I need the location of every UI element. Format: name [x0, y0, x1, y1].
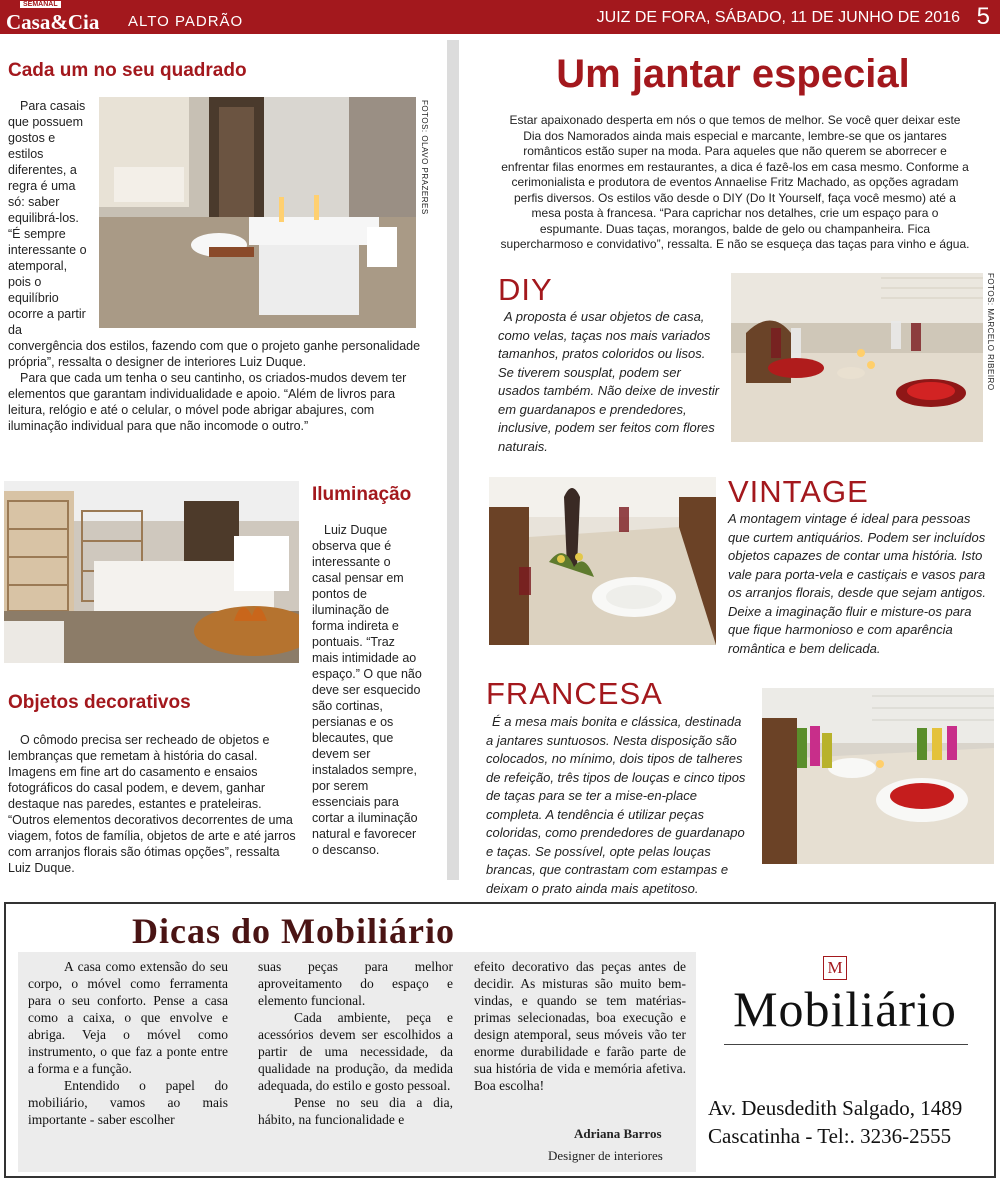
- photo-credit: FOTOS: MARCELO RIBEIRO: [986, 273, 995, 391]
- mobiliario-logo: Mobiliário: [733, 981, 957, 1037]
- francesa-body: [486, 713, 752, 898]
- paragraph: Pense no seu dia a dia, hábito, na funcionalidade e: [258, 1095, 453, 1127]
- paragraph: efeito decorativo das peças antes de decidir. As misturas são muito bem-vindas, e quando se tem matérias-primas selecionadas, boa execução e design atemporal, seus móveis vão ter enorme durabilidade e farão parte de sua história de vida e memória afetiva. Boa escolha!: [474, 959, 686, 1093]
- paragraph: Cada ambiente, peça e acessórios devem ser escolhidos a partir de uma necessidade, da qualidade na produção, da medida adequada, do estilo e gosto pessoal.: [258, 1010, 453, 1093]
- article-title: Objetos decorativos: [8, 692, 191, 713]
- ad-text-box: [18, 952, 696, 1172]
- dateline: JUIZ DE FORA, SÁBADO, 11 DE JUNHO DE 2016: [596, 9, 960, 26]
- brand-logo: Casa&Cia: [6, 10, 100, 34]
- paragraph: A proposta é usar objetos de casa, como velas, taças nos mais variados tamanhos, pratos coloridos ou lisos. Se tiverem sousplat, podem ser usados também. Não deixe de investir em guardanapos e prendedores, inclusive, podem ser feitos com flores naturais.: [498, 309, 720, 454]
- paragraph: suas peças para melhor aproveitamento do espaço e elemento funcional.: [258, 959, 453, 1008]
- page-header: [0, 0, 1000, 34]
- paragraph: É a mesa mais bonita e clássica, destinada a jantares suntuosos. Nesta disposição são colocados, no mínimo, dois tipos de talheres de refeição, três tipos de louças e cinco tipos de taças para se ter a mise-en-place completa. A tendência é utilizar peças coloridas, como prendedores de guardanapo e taças. Se possível, opte pelas louças brancas, que contrastam com estampas e deixam o prato ainda mais apetitoso.: [486, 714, 746, 896]
- bedroom-bathroom-photo: [99, 97, 416, 328]
- section-label: ALTO PADRÃO: [128, 13, 244, 30]
- page-title: Um jantar especial: [556, 52, 910, 96]
- ad-column-3: [474, 958, 686, 1094]
- article-body: [8, 98, 90, 338]
- logo-rule: [724, 1044, 968, 1045]
- paragraph: A casa como extensão do seu corpo, o móvel como ferramenta para o seu conforto. Pense a casa como a caixa, o que envolve e abriga. Veja o móvel como instrumento, o que faz a ponte entre a forma e a função.: [28, 959, 228, 1076]
- francesa-table-photo: [762, 688, 994, 864]
- paragraph: convergência dos estilos, fazendo com que o projeto ganhe personalidade própria”, ressalta o designer de interiores Luiz Duque.: [8, 339, 421, 369]
- column-divider: [447, 40, 459, 880]
- francesa-title: FRANCESA: [486, 676, 663, 711]
- ad-column-1: [28, 958, 228, 1128]
- article-title: Cada um no seu quadrado: [8, 60, 247, 81]
- store-address: Av. Deusdedith Salgado, 1489: [708, 1096, 963, 1120]
- page-number: 5: [976, 3, 990, 30]
- vintage-body: [728, 510, 990, 658]
- diy-title: DIY: [498, 272, 553, 307]
- article-body-wide: [8, 338, 428, 434]
- article-title: Iluminação: [312, 484, 412, 505]
- logo-mark: M: [823, 956, 847, 980]
- paragraph: A montagem vintage é ideal para pessoas que curtem antiquários. Podem ser incluídos objetos capazes de contar uma história. Isto vale para porta-vela e castiçais e vasos para os arranjos florais, desde que sejam antigos. Deixe a imaginação fluir e misture-os para que fique harmonioso e com aparência romântica e bem delicada.: [728, 511, 986, 656]
- ad-title: Dicas do Mobiliário: [132, 911, 455, 951]
- diy-body: [498, 308, 723, 456]
- bedroom-photo: [4, 481, 299, 663]
- edition-label: SEMANAL: [20, 1, 61, 8]
- vintage-table-photo: [489, 477, 716, 645]
- paragraph: Luiz Duque observa que é interessante o casal pensar em pontos de iluminação de forma indireta e pontuais. “Traz mais intimidade ao espaço.” O que não deve ser esquecido são cortinas, persianas e os blecautes, que devem ser instalados sempre, por serem essenciais para cortar a iluminação natural e favorecer o descanso.: [312, 523, 422, 857]
- ad-column-2: [258, 958, 453, 1128]
- vintage-title: VINTAGE: [728, 474, 869, 509]
- paragraph: O cômodo precisa ser recheado de objetos e lembranças que remetam à história do casal. Imagens em fine art do casamento e ensaios fotográficos do casal podem, e devem, ganhar destaque nas paredes, estantes e prateleiras. “Outros elementos decorativos decorrentes de uma viagem, fotos de família, objetos de arte e até jarros com arranjos florais são ótimas opções”, ressalta Luiz Duque.: [8, 733, 296, 875]
- diy-table-photo: [731, 273, 983, 442]
- article-body: [8, 732, 302, 876]
- author-role: Designer de interiores: [548, 1148, 663, 1163]
- article-body: [312, 522, 422, 858]
- photo-credit: FOTOS: OLAVO PRAZERES: [420, 100, 429, 215]
- intro-text: Estar apaixonado desperta em nós o que temos de melhor. Se você quer deixar este Dia dos Namorados ainda mais especial e marcante, lembre-se que os jantares românticos estão super na moda. Para aqueles que não querem se aborrecer e enfrentar filas enormes em restaurantes, a dica é fazê-los em casa mesmo. Conforme a cerimonialista e produtora de eventos Annaelise Fritz Machado, as opções agradam perfis diversos. Os estilos vão desde o DIY (Do It Yourself, faça você mesmo) até a mesa posta à francesa. “Para caprichar nos detalhes, crie um espaço para o espumante. Duas taças, morangos, balde de gelo ou champanheira. Fica supercharmoso e convidativo”, ressalta. E não se esqueça das taças para vinho e água.: [500, 113, 970, 251]
- paragraph: Para casais que possuem gostos e estilos diferentes, a regra é uma só: saber equilibrá-los. “É sempre interessante o atemporal, pois o equilíbrio ocorre a partir da: [8, 99, 87, 337]
- paragraph: Entendido o papel do mobiliário, vamos ao mais importante - saber escolher: [28, 1078, 228, 1127]
- paragraph: Para que cada um tenha o seu cantinho, os criados-mudos devem ter elementos que garantam individualidade e apoio. “Além de livros para leitura, relógio e até o celular, o móvel pode abrigar abajures, com iluminação individual para que não incomode o outro.”: [8, 371, 407, 433]
- store-phone: Cascatinha - Tel:. 3236-2555: [708, 1124, 952, 1148]
- author-name: Adriana Barros: [574, 1126, 662, 1141]
